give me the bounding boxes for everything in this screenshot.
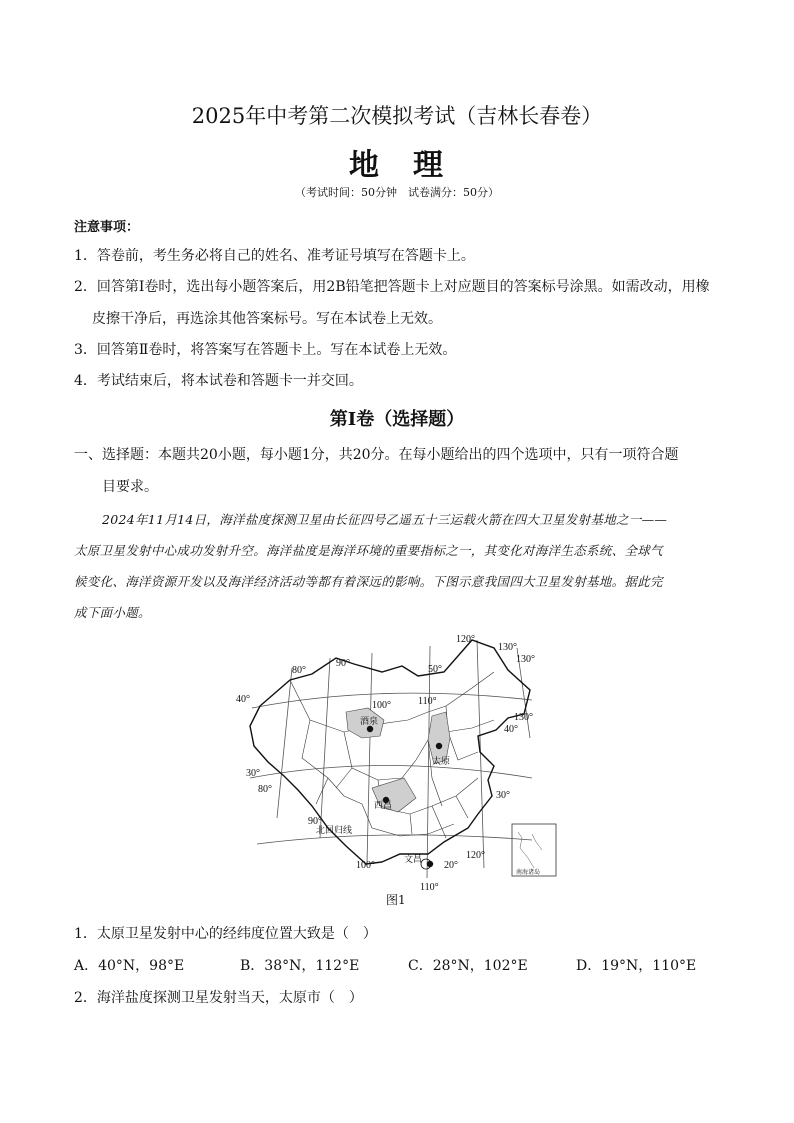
- passage-line-2: 太原卫星发射中心成功发射升空。海洋盐度是海洋环境的重要指标之一，其变化对海洋生态系统、全球气: [74, 543, 663, 558]
- lon-label: 110°: [420, 882, 439, 890]
- q1-option-a: A．40°N，98°E: [74, 958, 185, 974]
- lat-label: 30°: [496, 790, 510, 801]
- lat-label: 40°: [236, 694, 250, 705]
- lon-label: 120°: [466, 850, 485, 861]
- place-label-taiyuan: 太原: [432, 756, 451, 766]
- subject-title: 地 理: [349, 148, 445, 183]
- china-launch-sites-map: [232, 628, 562, 890]
- place-label-jiuquan: 酒泉: [360, 716, 379, 726]
- taiyuan-site-dot: [436, 743, 442, 749]
- question-1-stem: 1．太原卫星发射中心的经纬度位置大致是（ ）: [74, 926, 377, 942]
- passage-line-3: 候变化、海洋资源开发以及海洋经济活动等都有着深远的影响。下图示意我国四大卫星发射基地。据此完: [74, 574, 663, 589]
- note-item-3: 3．回答第Ⅱ卷时，将答案写在答题卡上。写在本试卷上无效。: [74, 342, 457, 358]
- lon-label: 110°: [418, 696, 437, 707]
- section-title: 第Ⅰ卷（选择题）: [329, 409, 465, 430]
- exam-info: （考试时间：50分钟 试卷满分：50分）: [295, 186, 499, 199]
- jiuquan-site-dot: [367, 726, 373, 732]
- note-item-4: 4．考试结束后，将本试卷和答题卡一并交回。: [74, 373, 363, 389]
- place-label-xichang: 西昌: [374, 800, 393, 810]
- lat-label: 20°: [444, 860, 458, 871]
- lon-label: 80°: [292, 665, 306, 676]
- tropic-label: 北回归线: [316, 825, 353, 835]
- q1-option-c: C．28°N，102°E: [408, 958, 528, 974]
- question-type-line1: 一、选择题：本题共20小题，每小题1分，共20分。在每小题给出的四个选项中，只有一项符合题: [74, 447, 679, 463]
- question-2-stem: 2．海洋盐度探测卫星发射当天，太原市（ ）: [74, 990, 363, 1006]
- note-item-1: 1．答卷前，考生务必将自己的姓名、准考证号填写在答题卡上。: [74, 248, 475, 264]
- lat-label: 40°: [504, 724, 518, 735]
- lon-label: 80°: [258, 784, 272, 795]
- question-type-line2: 目要求。: [102, 479, 158, 495]
- lat-label: 50°: [428, 664, 442, 675]
- wenchang-site-dot: [427, 861, 433, 867]
- passage-line-4: 成下面小题。: [74, 605, 151, 620]
- south-china-sea-inset: [512, 824, 556, 876]
- notes-heading: 注意事项：: [74, 220, 140, 235]
- passage: [74, 504, 724, 628]
- q1-option-d: D．19°N，110°E: [576, 958, 697, 974]
- lon-label: 120°: [456, 634, 475, 645]
- map-caption: 图1: [386, 893, 406, 907]
- note-item-2: 2．回答第Ⅰ卷时，选出每小题答案后，用2B铅笔把答题卡上对应题目的答案标号涂黑。如需改动，用橡: [74, 279, 710, 295]
- lat-label: 130°: [516, 654, 535, 665]
- passage-line-1: 2024年11月14日，海洋盐度探测卫星由长征四号乙遥五十三运载火箭在四大卫星发射基地之一——: [102, 512, 668, 527]
- q1-option-b: B．38°N，112°E: [240, 958, 360, 974]
- place-label-wenchang: 文昌: [404, 854, 423, 864]
- lon-label: 90°: [336, 658, 350, 669]
- lon-label: 100°: [372, 700, 391, 711]
- lon-label: 130°: [498, 642, 517, 653]
- lat-label: 30°: [246, 768, 260, 779]
- exam-title: 2025年中考第二次模拟考试（吉林长春卷）: [191, 104, 603, 128]
- inset-label: 南海诸岛: [516, 870, 541, 876]
- lon-label: 130°: [514, 712, 533, 723]
- lon-label: 90°: [308, 816, 322, 827]
- lon-label: 100°: [356, 860, 375, 871]
- note-item-2-cont: 皮擦干净后，再选涂其他答案标号。写在本试卷上无效。: [92, 311, 442, 327]
